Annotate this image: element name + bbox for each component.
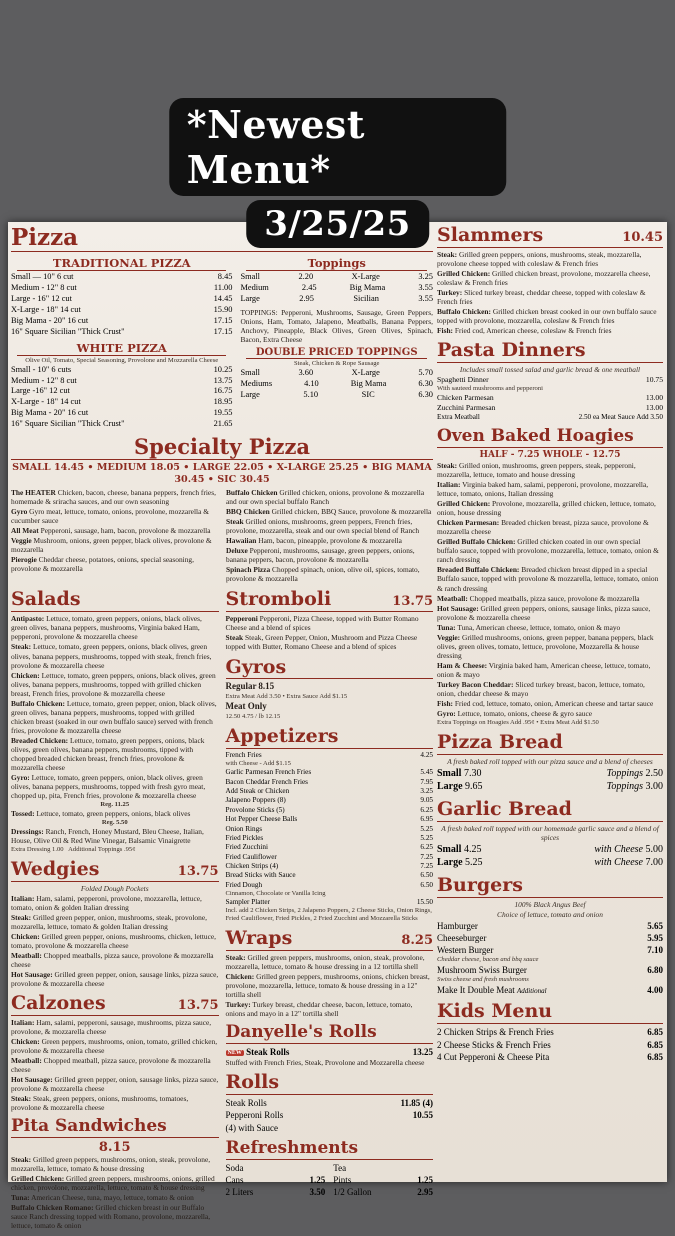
hoagies-extras: Extra Toppings on Hoagies Add .95¢ • Extra Meat Add $1.50 xyxy=(437,718,599,726)
list-item: 16" Square Sicilian "Thick Crust" 21.65 xyxy=(11,419,233,429)
list-item: Soda xyxy=(225,1162,244,1173)
list-item: Italian: Virginia baked ham, salami, pepperoni, provolone, mozzarella, lettuce, tomato, onions, Italian dressing xyxy=(437,480,649,499)
list-item: Meatball: Chopped meatballs, pizza sauce, provolone & mozzarella xyxy=(437,593,640,603)
list-item: Medium - 12" 8 cut 11.00 xyxy=(11,283,233,293)
section-gyros xyxy=(225,655,434,722)
list-item: Jalapeno Poppers (8) 9.05 xyxy=(225,796,433,805)
list-item: Mushroom Swiss Burger 6.80 xyxy=(437,964,663,975)
traditional-pizza-subheading: TRADITIONAL PIZZA xyxy=(17,256,226,271)
specialty-right-list xyxy=(226,488,433,584)
list-item: Chicken: Grilled green pepper, onions, mushrooms, chicken, lettuce, tomato, provolone & mozzarella cheese xyxy=(11,931,216,950)
list-item: Chicken Strips (4) 7.25 xyxy=(225,861,433,870)
section-wraps xyxy=(226,929,434,1018)
refreshments-soda xyxy=(226,1162,326,1198)
list-item: Spinach Pizza Chopped spinach, onion, olive oil, spices, tomato, provolone & mozzarella xyxy=(226,565,420,584)
white-pizza-subheading: WHITE PIZZA xyxy=(17,341,226,356)
specialty-left-list xyxy=(11,488,218,584)
list-item: Buffalo Chicken: Lettuce, tomato, green pepper, onion, black olives, green olives, banana peppers, mushrooms, topped with grilled chicken breast (soaked in our own buffalo sauce) served with french fries, provolone & mozzarella cheese xyxy=(11,698,217,735)
hoagies-sizes: HALF - 7.25 WHOLE - 12.75 xyxy=(479,449,621,460)
list-item: Chicken: Lettuce, tomato, green peppers, onions, black olives, green olives, banana peppers, mushrooms, topped with grilled chicken breast, French fries, provolone & mozzarella cheese xyxy=(11,670,216,698)
list-item: Small 4.25 with Cheese 5.00 xyxy=(437,843,663,855)
list-item: Grilled Chicken: Provolone, mozzarella, grilled chicken, lettuce, tomato, onion, house dressing xyxy=(437,499,656,518)
list-item: Large 2.95 Sicilian 3.55 xyxy=(240,293,433,303)
salads-regular-price: Reg. 11.25 xyxy=(100,801,130,808)
danyelles-heading: Danyelle's Rolls xyxy=(226,1024,434,1044)
section-wedgies xyxy=(11,857,219,989)
section-salads xyxy=(11,590,219,853)
sticker-date: 3/25/25 xyxy=(246,200,429,248)
list-item: All Meat Pepperoni, sausage, ham, bacon, provolone & mozzarella xyxy=(11,526,211,536)
calzones-heading: Calzones 13.75 xyxy=(11,992,219,1015)
list-item: Medium - 12" 8 cut 13.75 xyxy=(11,375,233,385)
list-item: Add Steak or Chicken 3.25 xyxy=(225,787,433,796)
section-appetizers xyxy=(226,727,434,923)
list-item: Chicken Parmesan 13.00 xyxy=(437,392,663,402)
list-item: 2 Cheese Sticks & French Fries 6.85 xyxy=(437,1039,663,1050)
list-item: 2 Liters 3.50 xyxy=(225,1186,326,1197)
list-item: Steak: Lettuce, tomato, green peppers, onions, black olives, green olives, banana peppers, mushrooms, topped with steak, french fries, provolone & mozzarella cheese xyxy=(11,642,212,670)
pita-heading: Pita Sandwiches xyxy=(11,1118,219,1138)
list-item: Big Mama - 20" 16 cut 19.55 xyxy=(11,408,233,418)
stromboli-price: 13.75 xyxy=(392,594,433,610)
list-item: Pepperoni Pepperoni, Pizza Cheese, topped with Butter Romano Cheese and a blend of spices xyxy=(225,614,419,633)
list-item: Bacon Cheddar French Fries 7.95 xyxy=(225,777,433,786)
pizza-bread-note: A fresh baked roll topped with our pizza sauce and a blend of cheeses xyxy=(447,756,653,766)
list-item: Tea xyxy=(333,1162,347,1173)
list-item: Fish: Fried cod, lettuce, tomato, onion, American cheese and tartar sauce xyxy=(437,698,654,708)
list-item: Gyro Gyro meat, lettuce, tomato, onions, provolone, mozzarella & cucumber sauce xyxy=(11,507,209,526)
wedgies-heading: Wedgies 13.75 xyxy=(11,857,219,880)
list-item: 1/2 Gallon 2.95 xyxy=(333,1186,433,1197)
list-item: Large 9.65 Toppings 3.00 xyxy=(437,781,663,793)
section-pasta-dinners xyxy=(437,341,663,422)
list-item: Turkey Bacon Cheddar: Sliced turkey breast, bacon, lettuce, tomato, onion, cheddar cheese & mayo xyxy=(437,679,645,698)
section-pizza-bread xyxy=(437,730,663,794)
list-item: Small 7.30 Toppings 2.50 xyxy=(437,767,663,779)
double-toppings-subheading: DOUBLE PRICED TOPPINGS xyxy=(246,347,427,359)
salads-heading: Salads xyxy=(11,590,219,612)
list-item: Breaded Chicken: Lettuce, tomato, green peppers, onions, black olives, green olives, banana peppers, mushrooms, tipped with chopped breaded chicken breast, french fries, provolone & mozzarella cheese xyxy=(11,735,205,772)
list-item: Hot Pepper Cheese Balls 6.95 xyxy=(225,815,433,824)
slammers-price: 10.45 xyxy=(622,230,663,245)
pizza-heading: Pizza xyxy=(11,226,433,252)
gyro-regular: Regular 8.15 xyxy=(225,681,275,692)
section-danyelles-rolls xyxy=(226,1024,434,1067)
list-item: Grilled Chicken: Grilled green peppers, mushrooms, onions, grilled chicken, provolone, mozzarella, lettuce, tomato & house dressing xyxy=(11,1174,215,1193)
list-item: Sampler Platter 15.50 xyxy=(225,897,433,906)
list-item: Veggie Mushroom, onions, green pepper, black olives, provolone & mozzarella xyxy=(11,536,212,555)
list-item: Fried Pickles 5.25 xyxy=(225,833,433,842)
list-item: Small 2.20 X-Large 3.25 xyxy=(240,272,433,282)
list-item: Make It Double Meat Additional 4.00 xyxy=(437,985,663,996)
calzones-price: 13.75 xyxy=(177,998,219,1014)
list-item: Fried Dough 6.50 xyxy=(225,880,433,889)
section-refreshments xyxy=(225,1137,434,1198)
list-item: 16" Square Sicilian "Thick Crust" 17.15 xyxy=(11,326,233,336)
list-item: Ham & Cheese: Virginia baked ham, American cheese, lettuce, tomato, onion & mayo xyxy=(437,660,651,679)
list-item: Tuna: American Cheese, tuna, mayo, lettuce, tomato & onion xyxy=(11,1193,194,1203)
list-item: Garlic Parmesan French Fries 5.45 xyxy=(225,768,433,777)
list-item: Steak: Grilled green pepper, onion, mushrooms, steak, provolone, mozzarella, lettuce, tomato & golden Italian dressing xyxy=(11,912,207,931)
list-item: BBQ Chicken Grilled chicken, BBQ Sauce, provolone & mozzarella xyxy=(226,507,432,517)
list-item: Pierogie Cheddar cheese, potatoes, onions, special seasoning, provolone & mozzarella xyxy=(11,555,194,574)
list-item: Steak Grilled onions, mushrooms, green peppers, French fries, provolone, mozzarella, steak and our own special blend of Ranch xyxy=(226,517,420,536)
toppings-price-list xyxy=(240,272,433,305)
white-pizza-note: Olive Oil, Tomato, Special Seasoning, Provolone and Mozzarella Cheese xyxy=(25,356,219,364)
list-item: Medium 2.45 Big Mama 3.55 xyxy=(240,283,433,293)
list-item: Italian: Ham, salami, pepperoni, sausage, mushrooms, pizza sauce, provolone, & mozzarella cheese xyxy=(11,1018,212,1037)
list-item: Pints 1.25 xyxy=(333,1174,433,1185)
danyelles-steak-rolls: NEW Steak Rolls 13.25 xyxy=(227,1047,433,1058)
list-item: The HEATER Chicken, bacon, cheese, banana peppers, french fries, homemade & sriracha sauces, and our own seasoning xyxy=(11,488,216,507)
list-item: Provolone Sticks (5) 6.25 xyxy=(225,805,433,814)
list-item: Breaded Buffalo Chicken: Breaded chicken breast dipped in a special Buffalo sauce, topped with provolone & mozzarella, lettuce, tomato, onion & ranch dressing xyxy=(437,565,659,593)
list-item: Steak: Grilled onion, mushrooms, green peppers, steak, pepperoni, mozzarella, lettuce, tomato and house dressing xyxy=(437,461,636,480)
wraps-price: 8.25 xyxy=(401,933,433,949)
list-item: Large 5.25 with Cheese 7.00 xyxy=(437,857,663,869)
refreshments-tea xyxy=(333,1162,433,1198)
list-item: Steak: Grilled green peppers, mushrooms, onion, steak, provolone, mozzarella, lettuce, tomato & house dressing in a 12 tortilla shell xyxy=(225,953,425,972)
section-stromboli xyxy=(226,590,434,651)
burgers-note-beef: 100% Black Angus Beef xyxy=(514,899,586,909)
section-rolls xyxy=(226,1073,434,1133)
list-item: Antipasto: Lettuce, tomato, green peppers, onions, black olives, green olives, banana peppers, mushrooms, Virginia baked Ham, pepperoni, provolone & mozzarella cheese xyxy=(11,614,202,642)
double-toppings-list xyxy=(240,368,433,401)
fries-cheese-note: with Cheese - Add $1.15 xyxy=(225,760,291,768)
list-item: X-Large - 18" 14 cut 18.95 xyxy=(11,397,233,407)
list-item: Buffalo Chicken: Grilled chicken breast cooked in our own buffalo sauce topped with provolone, mozzarella, coleslaw & French fries xyxy=(437,307,657,326)
garlic-bread-note: A fresh baked roll topped with our homemade garlic sauce and a blend of spices xyxy=(441,823,659,842)
wedgies-price: 13.75 xyxy=(177,863,219,879)
list-item: Veggie: Grilled mushrooms, onions, green pepper, banana peppers, black olives, green olives, tomato, lettuce, provolone, Mozzarella & house dressing xyxy=(437,632,654,660)
list-item: Spaghetti Dinner 10.75 xyxy=(437,375,663,385)
stromboli-heading: Stromboli 13.75 xyxy=(225,588,433,611)
list-item: French Fries 4.25 xyxy=(225,751,433,760)
list-item: Steak: Grilled green peppers, mushrooms, onion, steak, provolone, mozzarella, lettuce, tomato & house dressing xyxy=(11,1155,211,1174)
list-item: Turkey: Turkey breast, cheddar cheese, bacon, lettuce, tomato, onions and mayo in a 12" tortilla shell xyxy=(225,1000,413,1019)
slammers-heading: Slammers 10.45 xyxy=(437,224,663,246)
menu-sheet xyxy=(8,222,667,1231)
gyro-meat-only: Meat Only xyxy=(225,701,267,712)
list-item: Small — 10" 6 cut 8.45 xyxy=(11,272,233,282)
list-item: Chicken: Green peppers, mushrooms, onion, tomato, grilled chicken, provolone & mozzarella cheese xyxy=(11,1037,218,1056)
western-burger-desc: Cheddar cheese, bacon and bbq sauce xyxy=(437,956,539,964)
list-item: Buffalo Chicken Romano: Grilled chicken breast in our Buffalo sauce Ranch dressing topped with Romano, provolone, mozzarella, lettuce, tomato & onion xyxy=(11,1203,211,1231)
list-item: Large 5.10 SIC 6.30 xyxy=(240,389,433,399)
list-item: Hawaiian Ham, bacon, pineapple, provolone & mozzarella xyxy=(226,536,402,546)
mushroom-burger-desc: Swiss cheese and fresh mushrooms xyxy=(437,976,529,984)
salad-extras: Extra Dressing 1.00 Additional Toppings .95¢ xyxy=(11,845,136,853)
fried-dough-note: Cinnamon, Chocolate or Vanilla Icing xyxy=(225,890,326,898)
list-item: Zucchini Parmesan 13.00 xyxy=(437,402,663,412)
section-burgers xyxy=(437,873,663,997)
toppings-subheading: Toppings xyxy=(246,256,427,271)
sticker-title: *Newest Menu* xyxy=(169,98,507,196)
list-item: Gyro: Lettuce, tomato, green peppers, onion, black olives, green olives, banana peppers, mushrooms, topped with fresh gyro meat, chopped up, pita, French fries, provolone & mozzarella cheese xyxy=(11,772,206,800)
toppings-description: TOPPINGS: Pepperoni, Mushrooms, Sausage, Green Peppers, Onions, Ham, Tomato, Jalapeno, Meatballs, Banana Peppers, Anchovy, Pineapple, Black Olives, Green Olives, Spinach, Bacon, Extra Cheese xyxy=(240,307,433,344)
pizza-bread-heading: Pizza Bread xyxy=(437,733,663,755)
list-item: Bread Sticks with Sauce 6.50 xyxy=(225,871,433,880)
section-kids-menu xyxy=(437,1002,663,1062)
list-item: Chicken: Grilled green peppers, mushrooms, onions, chicken breast, provolone, mozzarella, lettuce, tomato & house dressing in a 12" tortilla shell xyxy=(225,972,430,1000)
kids-menu-heading: Kids Menu xyxy=(437,1002,663,1024)
pasta-spaghetti-note: With sauteed mushrooms and pepperoni xyxy=(437,385,543,393)
list-item: 4 Cut Pepperoni & Cheese Pita 6.85 xyxy=(437,1051,663,1062)
pasta-note: Includes small tossed salad and garlic bread & one meatball xyxy=(459,365,641,375)
tossed-salad-price: Reg. 5.50 xyxy=(101,818,128,826)
list-item: Cheeseburger 5.95 xyxy=(437,932,663,943)
specialty-pizza-heading: Specialty Pizza xyxy=(11,436,433,460)
menu-date-sticker xyxy=(169,98,507,252)
wedgies-subtitle: Folded Dough Pockets xyxy=(80,883,149,893)
section-specialty-pizza xyxy=(11,436,433,584)
list-item: Steak Steak, Green Pepper, Onion, Mushroom and Pizza Cheese topped with Butter, Romano Cheese and a blend of spices xyxy=(225,633,418,652)
list-item: Steak Rolls 11.85 (4) xyxy=(225,1098,433,1109)
list-item: Small - 10" 6 cuts 10.25 xyxy=(11,364,233,374)
list-item: Hot Sausage: Grilled green peppers, onions, sausage links, pizza sauce, provolone & mozzarella cheese xyxy=(437,603,651,622)
list-item: Hot Sausage: Grilled green pepper, onion, sausage links, pizza sauce, provolone & mozzarella cheese xyxy=(11,970,219,989)
refreshments-heading: Refreshments xyxy=(226,1140,434,1160)
list-item: Fried Zucchini 6.25 xyxy=(225,843,433,852)
section-pizza xyxy=(11,226,433,430)
list-item: Big Mama - 20" 16 cut 17.15 xyxy=(11,315,233,325)
list-item: Western Burger 7.10 xyxy=(437,944,663,955)
double-toppings-note: Steak, Chicken & Rope Sausage xyxy=(293,360,380,368)
hoagies-heading: Oven Baked Hoagies xyxy=(437,428,663,448)
list-item: 2 Chicken Strips & French Fries 6.85 xyxy=(437,1027,663,1038)
section-calzones xyxy=(11,994,219,1112)
list-item: Tuna: Tuna, American cheese, lettuce, tomato, onion & mayo xyxy=(437,622,621,632)
list-item: Grilled Buffalo Chicken: Grilled chicken coated in our own special buffalo sauce, topped with provolone, mozzarella, lettuce, tomato, onion & ranch dressing xyxy=(437,537,659,565)
list-item: Hamburger 5.65 xyxy=(437,920,663,931)
list-item: Gyro: Lettuce, tomato, onions, cheese & gyro sauce xyxy=(437,708,593,718)
appetizers-heading: Appetizers xyxy=(226,727,434,749)
list-item: Chicken Parmesan: Breaded chicken breast, pizza sauce, provolone & mozzarella cheese xyxy=(437,518,649,537)
list-item: Meatball: Chopped meatball, pizza sauce, provolone & mozzarella cheese xyxy=(11,1056,211,1075)
list-item: Fried Cauliflower 7.25 xyxy=(225,852,433,861)
list-item: Hot Sausage: Grilled green pepper, onion, sausage links, pizza sauce, provolone & mozzarella cheese xyxy=(11,1075,219,1094)
list-item: Deluxe Pepperoni, mushrooms, sausage, green peppers, onions, banana peppers, bacon, provolone & mozzarella xyxy=(226,546,415,565)
garlic-bread-heading: Garlic Bread xyxy=(437,800,663,822)
traditional-pizza-list xyxy=(11,272,232,338)
new-badge: NEW xyxy=(227,1050,242,1057)
list-item: Steak: Grilled green peppers, onions, mushrooms, steak, mozzarella, provolone cheese topped with coleslaw & French fries xyxy=(437,249,642,268)
pasta-heading: Pasta Dinners xyxy=(437,341,663,363)
burgers-heading: Burgers xyxy=(437,876,663,898)
list-item: X-Large - 18" 14 cut 15.90 xyxy=(11,304,233,314)
salad-dressings: Dressings: Ranch, French, Honey Mustard, Bleu Cheese, Italian, House, Olive Oil & Red Wine Vinegar, Balsamic Vinaigrette xyxy=(11,826,204,845)
list-item: Mediums 4.10 Big Mama 6.30 xyxy=(240,378,433,388)
pita-price: 8.15 xyxy=(98,1140,131,1156)
menu-right-column xyxy=(437,226,663,1179)
white-pizza-list xyxy=(11,365,232,431)
wraps-heading: Wraps 8.25 xyxy=(225,927,433,950)
list-item: Extra Meatball 2.50 ea Meat Sauce Add 3.50 xyxy=(437,412,663,421)
list-item: Italian: Ham, salami, pepperoni, provolone, mozzarella, lettuce, tomato, onion & golden Italian dressing xyxy=(11,893,202,912)
list-item: Large -16" 12 cut 16.75 xyxy=(11,386,233,396)
rolls-heading: Rolls xyxy=(226,1073,434,1095)
list-item: Grilled Chicken: Grilled chicken breast, provolone, mozzarella cheese, coleslaw & French fries xyxy=(437,269,651,288)
list-item: (4) with Sauce xyxy=(225,1122,278,1133)
list-item: Pepperoni Rolls 10.55 xyxy=(225,1110,433,1121)
sampler-platter-note: Incl. add 2 Chicken Strips, 2 Jalapeno Poppers, 2 Cheese Sticks, Onion Rings, Fried Cauliflower, Fried Pickles, 2 Fried Zucchini and Mozzarella Sticks xyxy=(225,907,432,923)
burgers-note-toppings: Choice of lettuce, tomato and onion xyxy=(497,909,603,919)
gyro-regular-note: Extra Meat Add 3.50 • Extra Sauce Add $1.15 xyxy=(225,693,348,701)
list-item: Small 3.60 X-Large 5.70 xyxy=(240,367,433,377)
section-oven-baked-hoagies xyxy=(437,428,663,727)
gyros-heading: Gyros xyxy=(226,658,434,680)
list-item: Meatball: Chopped meatballs, pizza sauce, provolone & mozzarella cheese xyxy=(11,950,214,969)
list-item: Fish: Fried cod, American cheese, coleslaw & French fries xyxy=(437,326,612,336)
list-item: Steak: Steak, green peppers, onions, mushrooms, tomatoes, provolone & mozzarella cheese xyxy=(11,1094,189,1113)
list-item: Onion Rings 5.25 xyxy=(225,824,433,833)
specialty-sizes: SMALL 14.45 • MEDIUM 18.05 • LARGE 22.05 • X-LARGE 25.25 • BIG MAMA 30.45 • SIC 30.45 xyxy=(12,462,432,486)
list-item: Tossed: Lettuce, tomato, green peppers, onions, black olives xyxy=(11,808,191,818)
list-item: Buffalo Chicken Grilled chicken, onions, provolone & mozzarella and our own special buffalo Ranch xyxy=(226,488,425,507)
gyro-meat-only-price: 12.50 4.75 / lb 12.15 xyxy=(225,713,281,721)
list-item: Turkey: Sliced turkey breast, cheddar cheese, topped with coleslaw & French fries xyxy=(437,288,646,307)
danyelles-description: Stuffed with French Fries, Steak, Provolone and Mozzarella cheese xyxy=(225,1058,425,1068)
list-item: Cans 1.25 xyxy=(225,1174,326,1185)
list-item: Large - 16" 12 cut 14.45 xyxy=(11,293,233,303)
section-garlic-bread xyxy=(437,797,663,870)
section-pita-sandwiches xyxy=(11,1118,219,1230)
